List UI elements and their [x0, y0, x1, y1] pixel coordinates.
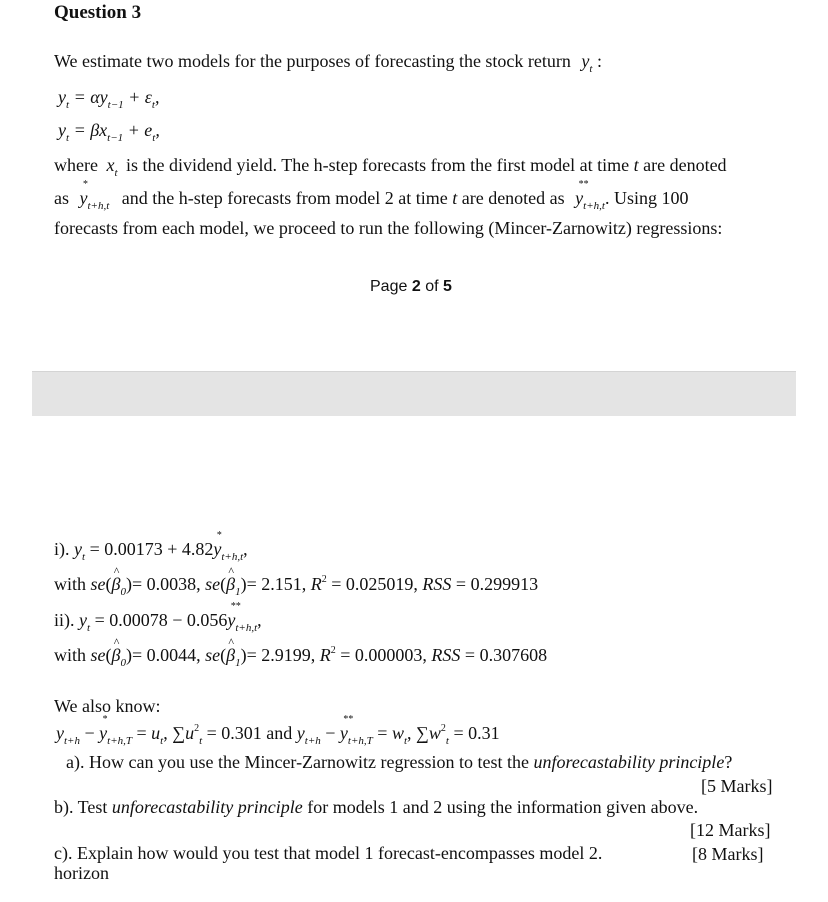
time-t-2: t	[452, 188, 458, 208]
regression-i-rss: = 0.299913	[455, 574, 539, 594]
regression-i-se1: = 2.151,	[246, 574, 307, 594]
regression-i-equation: = 0.00173 + 4.82	[89, 539, 214, 559]
denoted-as: are denoted as	[461, 188, 565, 208]
part-b-marks: [12 Marks]	[690, 820, 771, 840]
page-prefix: Page	[370, 278, 408, 295]
page-current: 2	[411, 278, 421, 295]
regression-i-label: i).	[54, 539, 70, 559]
part-b	[54, 798, 698, 816]
with-i: with	[54, 574, 87, 594]
regression-ii-se1: = 2.9199,	[246, 645, 316, 665]
dividend-yield-symbol: $x_t$	[106, 155, 118, 179]
page-of: of	[425, 278, 439, 295]
stock-return-symbol: $y_t$	[581, 51, 593, 75]
intro-sentence: We estimate two models for the purposes of forecasting the stock return	[54, 51, 571, 71]
regression-ii-se0: = 0.0044,	[131, 645, 201, 665]
part-a-italic: unforecastability principle	[533, 752, 725, 772]
with-ii: with	[54, 645, 87, 665]
and-word: and	[266, 723, 293, 743]
part-b-italic: unforecastability principle	[111, 797, 303, 817]
time-t-1: t	[633, 155, 639, 175]
part-a-text: a). How can you use the Mincer-Zarnowitz regression to test the	[66, 752, 529, 772]
forecast-line	[54, 179, 689, 212]
part-a-marks: [5 Marks]	[701, 776, 773, 796]
regression-ii: ii). $y_t = 0.00078 - 0.056y$ ** $_{t+h,t}$,	[54, 601, 262, 634]
forecast1-symbol: y * $_{t+h,t}$	[79, 179, 110, 212]
where-text: is the dividend yield. The h-step forecasts from the first model at time	[126, 155, 630, 175]
forecast-mid-text: and the h-step forecasts from model 2 at time	[121, 188, 448, 208]
regression-i: i). $y_t = 0.00173 + 4.82y$ * $_{t+h,t}$,	[54, 530, 248, 563]
part-a-question-mark: ?	[724, 752, 733, 772]
regression-ii-equation: = 0.00078 − 0.056	[94, 610, 228, 630]
regression-ii-stats: with se(^ $\beta_0)= 0.0044$, se(^ $\beta_1)= 2.9199$, $R^2 = 0.000003$, RSS = 0.307608	[54, 646, 547, 664]
part-c: c). Explain how would you test that model 1 forecast-encompasses model 2.	[54, 843, 603, 863]
intro-text: We estimate two models for the purposes of forecasting the stock return $y_t$ :	[54, 51, 602, 75]
part-b-text: b). Test	[54, 797, 108, 817]
part-c-continued: horizon	[54, 863, 109, 883]
known-equations: $y_{t+h} - y$ * $_{t+h,T} = u_t$, $\sum u^2_t = 0.301$ and $y_{t+h} - y$ ** $_{t+h,T} = w_t$, $\sum w^2_t = 0.31$	[56, 714, 500, 747]
sum-u-squared: = 0.301	[206, 723, 262, 743]
regression-i-se0: = 0.0038,	[131, 574, 201, 594]
using-100: . Using 100	[604, 188, 689, 208]
page-total: 5	[442, 278, 452, 295]
regression-i-forecast: y * $_{t+h,t}$	[213, 530, 244, 563]
page-indicator	[370, 278, 452, 296]
regression-i-r2: = 0.025019,	[331, 574, 418, 594]
part-a	[66, 753, 732, 771]
question-title: Question 3	[54, 2, 142, 23]
forecast2-symbol: y ** $_{t+h,t}$	[575, 179, 605, 212]
sum-w-squared: = 0.31	[453, 723, 500, 743]
where-line	[54, 155, 727, 179]
part-c-marks: [8 Marks]	[692, 844, 764, 864]
page-break-separator	[32, 371, 796, 416]
regression-i-stats: with se(^ $\beta_0)= 0.0038$, se(^ $\beta_1)= 2.151$, $R^2 = 0.025019$, RSS = 0.299913	[54, 575, 538, 593]
regression-ii-rss: = 0.307608	[464, 645, 548, 665]
also-know-heading: We also know:	[54, 696, 161, 716]
model1-equation: $y_t = \alpha y_{t-1} + \varepsilon_t$,	[58, 87, 160, 111]
regression-ii-r2: = 0.000003,	[340, 645, 427, 665]
model2-equation: $y_t = \beta x_{t-1} + e_t$,	[58, 120, 160, 144]
forecasts-line: forecasts from each model, we proceed to run the following (Mincer-Zarnowitz) regressions:	[54, 218, 723, 238]
regression-ii-label: ii).	[54, 610, 75, 630]
part-b-rest: for models 1 and 2 using the information given above.	[307, 797, 699, 817]
as-word: as	[54, 188, 69, 208]
regression-ii-forecast: y ** $_{t+h,t}$	[227, 601, 258, 634]
are-denoted: are denoted	[643, 155, 727, 175]
where-word: where	[54, 155, 98, 175]
